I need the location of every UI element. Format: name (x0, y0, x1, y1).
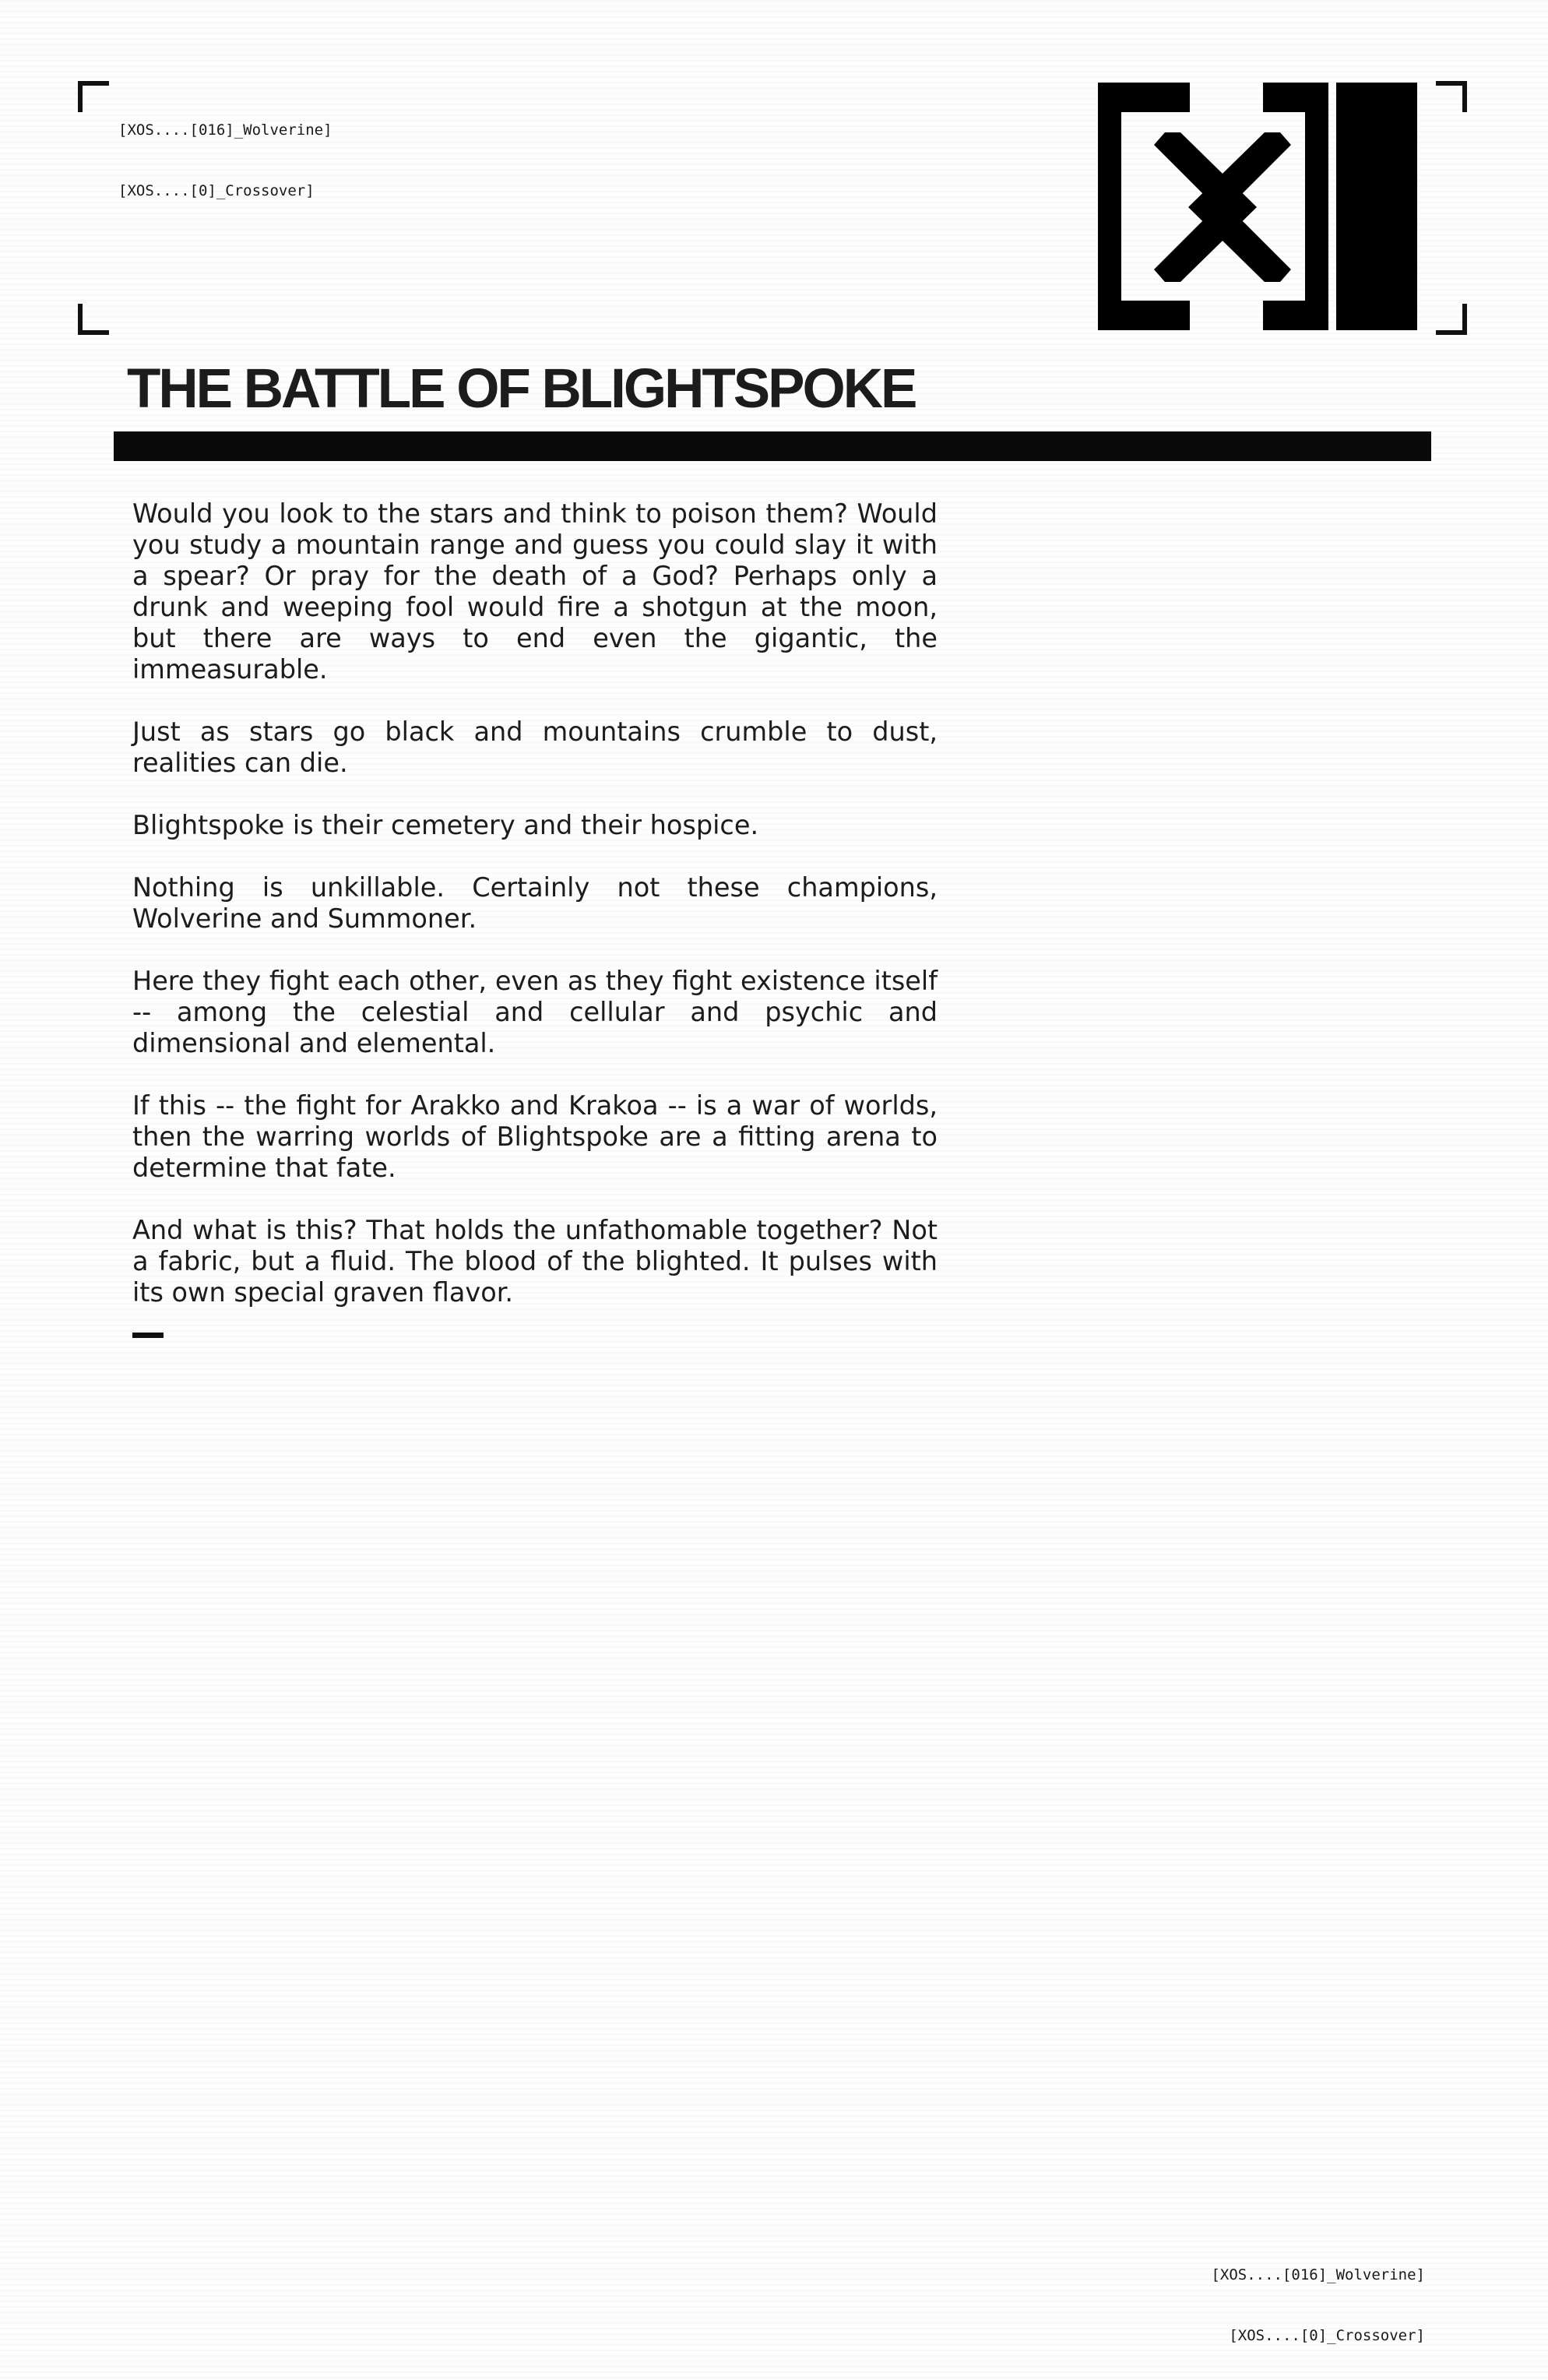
article-title: THE BATTLE OF BLIGHTSPOKE (127, 358, 916, 420)
frame-corner-top-left (78, 81, 109, 112)
article-paragraph-1: Would you look to the stars and think to poison them? Would you study a mountain range and guess you could slay it with a spear? Or pray for the death of a God? Perhaps only a drunk and weeping fool would fire a shotgun at the moon, but there are ways to end even the gigantic, the immeasurable. (132, 498, 938, 685)
header-code-line-2: [XOS....[0]_Crossover] (118, 182, 315, 199)
title-underline-bar (114, 431, 1431, 461)
article-paragraph-6: If this -- the fight for Arakko and Krakoa -- is a war of worlds, then the warring worlds of Blightspoke are a fitting arena to determine that fate. (132, 1090, 938, 1183)
article-paragraph-7: And what is this? That holds the unfathomable together? Not a fabric, but a fluid. The blood of the blighted. It pulses with its own special graven flavor. (132, 1215, 938, 1308)
footer-code-line-2: [XOS....[0]_Crossover] (1229, 2327, 1425, 2344)
frame-corner-bottom-right (1436, 304, 1467, 335)
footer-code-line-1: [XOS....[016]_Wolverine] (1211, 2266, 1425, 2283)
article-paragraph-4: Nothing is unkillable. Certainly not these champions, Wolverine and Summoner. (132, 872, 938, 934)
header-code-block (118, 79, 332, 221)
article-body (132, 498, 938, 1308)
header-code-line-1: [XOS....[016]_Wolverine] (118, 121, 332, 139)
article-paragraph-3: Blightspoke is their cemetery and their hospice. (132, 810, 759, 840)
article-paragraph-2: Just as stars go black and mountains crumble to dust, realities can die. (132, 716, 938, 778)
end-of-text-mark (132, 1333, 164, 1338)
xos-logo-icon (1098, 83, 1417, 330)
frame-corner-bottom-left (78, 304, 109, 335)
article-paragraph-5: Here they fight each other, even as they fight existence itself -- among the celestial and cellular and psychic and dimensional and elemental. (132, 966, 938, 1058)
footer-code-block (1211, 2224, 1425, 2366)
frame-corner-top-right (1436, 81, 1467, 112)
